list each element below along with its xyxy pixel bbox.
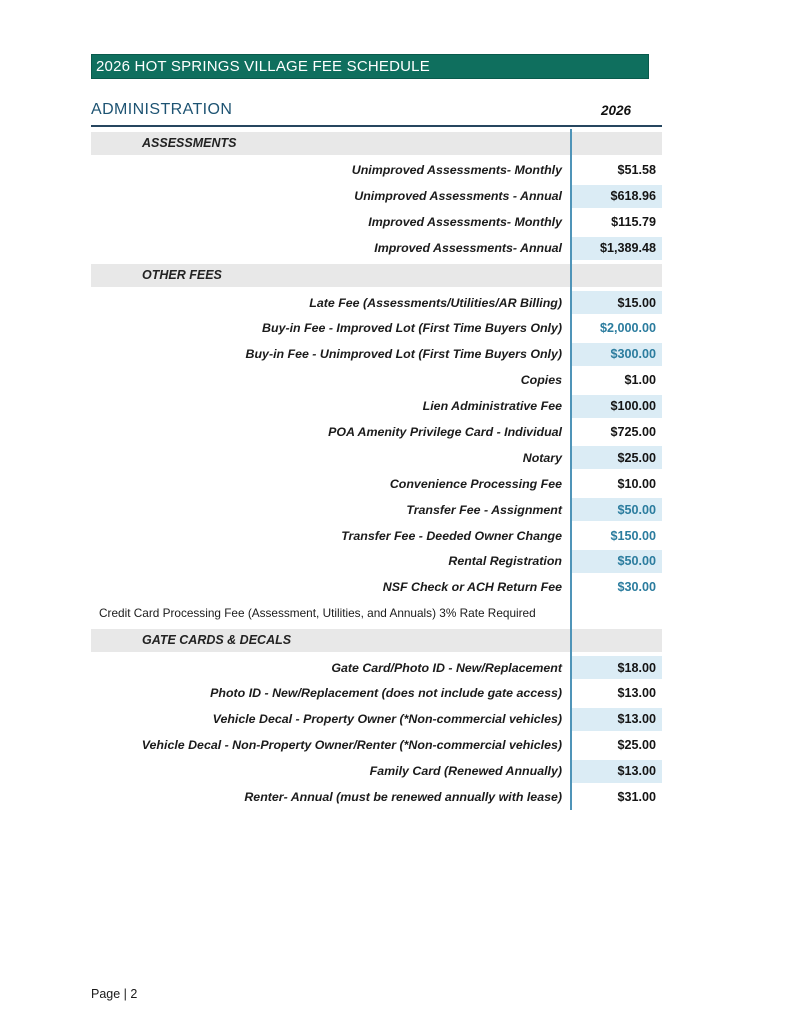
fee-value-cell [570, 393, 662, 419]
fee-value-cell [570, 183, 662, 209]
fee-amount: $30.00 [617, 580, 656, 595]
fee-label: Credit Card Processing Fee (Assessment, Utilities, and Annuals) 3% Rate Required [99, 606, 536, 621]
fee-value-cell [570, 419, 662, 445]
fee-label: Photo ID - New/Replacement (does not include gate access) [210, 686, 562, 701]
year-column-header: 2026 [600, 102, 632, 118]
fee-value-cell [570, 367, 662, 393]
fee-row [91, 183, 662, 209]
fee-label: Family Card (Renewed Annually) [369, 764, 562, 779]
fee-value-cell [570, 235, 662, 261]
fee-label: Unimproved Assessments - Annual [354, 189, 562, 204]
fee-row [91, 732, 662, 758]
fee-value-cell [570, 158, 662, 184]
fee-label: Buy-in Fee - Unimproved Lot (First Time Buyers Only) [245, 347, 562, 362]
department-header-row [91, 99, 662, 121]
fee-row [91, 235, 662, 261]
fee-row [91, 290, 662, 316]
fee-row [91, 209, 662, 235]
fee-row [91, 681, 662, 707]
fee-amount: $150.00 [610, 528, 656, 543]
department-title: ADMINISTRATION [91, 101, 233, 118]
fee-value-cell [570, 471, 662, 497]
fee-value-cell [570, 758, 662, 784]
section-header [91, 264, 662, 288]
fee-value-cell [570, 600, 662, 626]
fee-label: Convenience Processing Fee [389, 476, 562, 491]
fee-value-cell [570, 548, 662, 574]
fee-amount: $15.00 [570, 291, 662, 314]
section-header [91, 132, 662, 156]
fee-label: Renter- Annual (must be renewed annually with lease) [244, 790, 562, 805]
fee-amount: $1.00 [624, 373, 656, 388]
fee-label: Buy-in Fee - Improved Lot (First Time Buyers Only) [262, 321, 562, 336]
fee-value-cell [570, 732, 662, 758]
fee-value-cell [570, 445, 662, 471]
section-header-label: ASSESSMENTS [142, 136, 237, 151]
fee-row [91, 393, 662, 419]
fee-label: Vehicle Decal - Property Owner (*Non-commercial vehicles) [212, 712, 562, 727]
fee-row [91, 523, 662, 549]
fee-label: Improved Assessments- Annual [374, 241, 562, 256]
fee-amount: $115.79 [611, 215, 656, 230]
section-header-label: OTHER FEES [142, 268, 222, 283]
fee-label: Lien Administrative Fee [422, 399, 562, 414]
fee-amount [570, 602, 662, 625]
fee-value-cell [570, 574, 662, 600]
fee-amount: $13.00 [570, 708, 662, 731]
fee-label: Vehicle Decal - Non-Property Owner/Renter (*Non-commercial vehicles) [141, 738, 562, 753]
fee-amount: $50.00 [570, 550, 662, 573]
fee-amount: $13.00 [617, 686, 656, 701]
fee-row [91, 158, 662, 184]
fee-label: Unimproved Assessments- Monthly [351, 163, 562, 178]
fee-label: Late Fee (Assessments/Utilities/AR Billing) [309, 295, 562, 310]
fee-amount: $51.58 [617, 163, 656, 178]
fee-row [91, 655, 662, 681]
fee-amount: $13.00 [570, 760, 662, 783]
fee-value-cell [570, 784, 662, 810]
fee-amount: $50.00 [570, 498, 662, 521]
fee-row [91, 548, 662, 574]
header-divider-rule [91, 125, 662, 127]
fee-amount: $25.00 [617, 738, 656, 753]
fee-label: NSF Check or ACH Return Fee [382, 580, 562, 595]
fee-amount: $618.96 [570, 185, 662, 208]
fee-amount: $10.00 [617, 476, 656, 491]
fee-label: Improved Assessments- Monthly [368, 215, 562, 230]
fee-row [91, 600, 662, 626]
fee-label: Transfer Fee - Deeded Owner Change [341, 528, 562, 543]
fee-label: Rental Registration [448, 554, 562, 569]
fee-row [91, 445, 662, 471]
document-title: 2026 HOT SPRINGS VILLAGE FEE SCHEDULE [96, 58, 430, 75]
fee-row [91, 706, 662, 732]
fee-value-cell [570, 209, 662, 235]
fee-row [91, 341, 662, 367]
section-header-label: GATE CARDS & DECALS [142, 633, 292, 648]
fee-label: POA Amenity Privilege Card - Individual [328, 424, 562, 439]
fee-value-cell [570, 341, 662, 367]
fee-amount: $2,000.00 [599, 321, 656, 336]
fee-value-cell [570, 523, 662, 549]
fee-value-cell [570, 681, 662, 707]
fee-value-cell [570, 497, 662, 523]
fee-row [91, 471, 662, 497]
fee-row [91, 574, 662, 600]
fee-label: Notary [522, 450, 562, 465]
fee-row [91, 315, 662, 341]
fee-amount: $300.00 [570, 343, 662, 366]
fee-row [91, 784, 662, 810]
fee-row [91, 497, 662, 523]
page-number: Page | 2 [91, 987, 138, 1001]
fee-amount: $18.00 [570, 656, 662, 679]
document-title-bar [91, 54, 649, 79]
fee-amount: $1,389.48 [570, 237, 662, 260]
fee-amount: $100.00 [570, 395, 662, 418]
fee-value-cell [570, 706, 662, 732]
section-header [91, 629, 662, 653]
fee-value-cell [570, 315, 662, 341]
fee-value-cell [570, 290, 662, 316]
fee-label: Copies [520, 373, 562, 388]
fee-amount: $31.00 [617, 790, 656, 805]
fee-row [91, 758, 662, 784]
fee-amount: $25.00 [570, 446, 662, 469]
fee-label: Transfer Fee - Assignment [406, 502, 562, 517]
fee-row [91, 419, 662, 445]
fee-value-cell [570, 655, 662, 681]
fee-amount: $725.00 [610, 424, 656, 439]
fee-row [91, 367, 662, 393]
fee-label: Gate Card/Photo ID - New/Replacement [331, 660, 562, 675]
fee-table [91, 129, 662, 810]
